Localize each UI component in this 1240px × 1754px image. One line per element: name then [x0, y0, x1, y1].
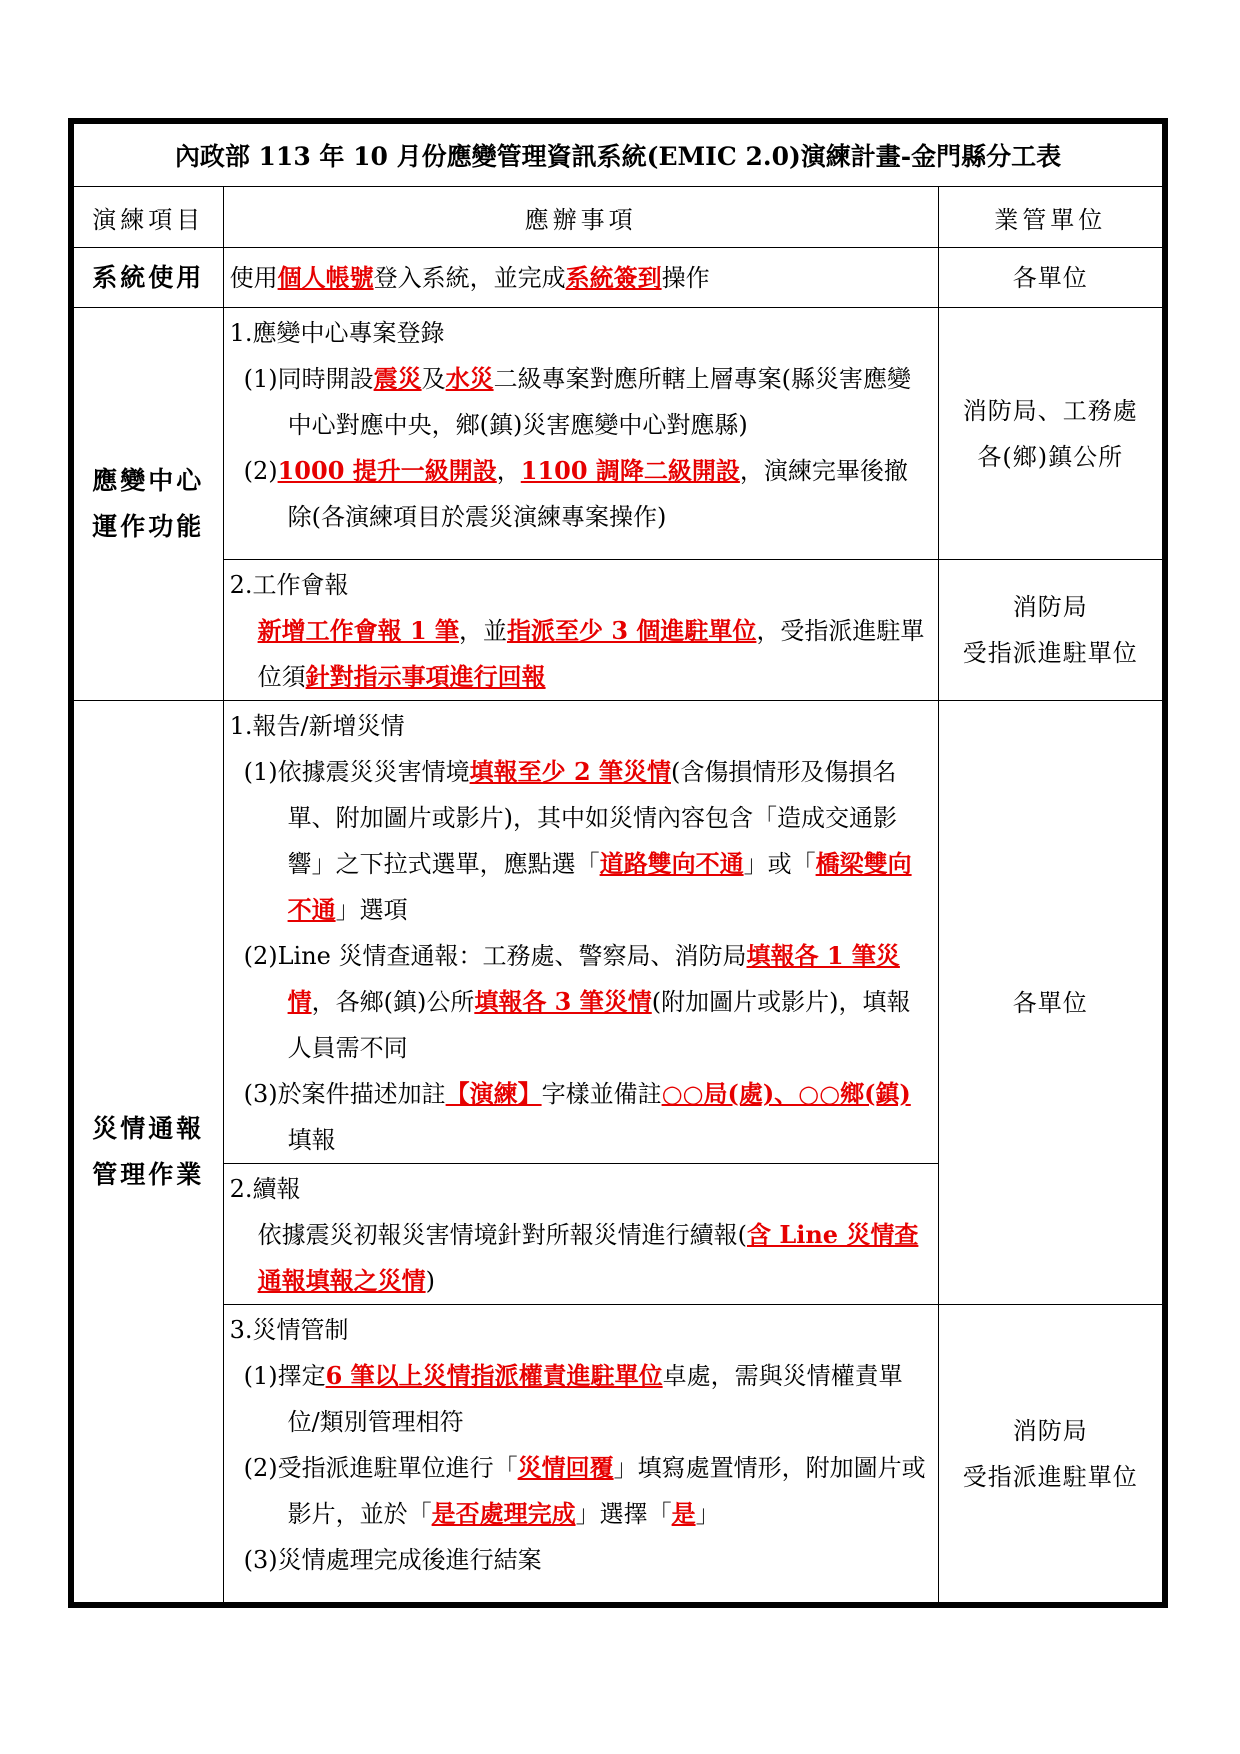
- highlight-text: 含 Line 災情查通報填報之災情: [257, 1220, 919, 1295]
- highlight-text: 1100 調降二級開設: [520, 456, 740, 485]
- highlight-text: 針對指示事項進行回報: [305, 662, 546, 691]
- body-text: ，各鄉(鎮)公所: [311, 988, 475, 1016]
- highlight-text: 個人帳號: [277, 262, 374, 292]
- task-item: [230, 608, 932, 700]
- section-disaster-line1: 災情通報: [92, 1113, 205, 1143]
- highlight-text: 災情回覆: [517, 1453, 614, 1482]
- body-text: ，演練完畢後撤除(各演練項目於震災演練專案操作): [287, 457, 908, 531]
- body-text: (2)Line 災情查通報：工務處、警察局、消防局: [243, 942, 747, 970]
- section-eoc-line1: 應變中心: [92, 466, 205, 495]
- unit-line: 消防局: [1012, 593, 1088, 621]
- body-text: 卓處，需與災情權責單位/類別管理相符: [287, 1362, 903, 1436]
- unit-line: 消防局: [1012, 1416, 1088, 1445]
- highlight-text: 道路雙向不通: [599, 849, 744, 878]
- body-text: (2): [243, 457, 278, 485]
- assignment-table-frame: [68, 118, 1168, 1608]
- row-disaster-control: [74, 1305, 1163, 1603]
- row-system-use: [74, 248, 1163, 308]
- body-text: 」: [695, 1500, 720, 1528]
- row-eoc-registration: [74, 308, 1163, 560]
- task-heading: 1.應變中心專案登錄: [229, 319, 445, 347]
- body-text: 」或「: [743, 850, 816, 878]
- body-text: (2)受指派進駐單位進行「: [243, 1454, 518, 1482]
- title-row: [74, 124, 1163, 187]
- body-text: (3)於案件描述加註: [243, 1080, 446, 1108]
- body-text: (3)災情處理完成後進行結案: [243, 1546, 542, 1574]
- task-item: [230, 448, 932, 540]
- task-heading: 2.續報: [229, 1175, 301, 1203]
- task-item: [230, 356, 932, 448]
- body-text: (1)擇定: [243, 1362, 326, 1390]
- unit-line: 消防局、工務處: [962, 396, 1138, 425]
- highlight-text: 6 筆以上災情指派權責進駐單位: [325, 1361, 663, 1390]
- task-work-meeting: [223, 560, 938, 701]
- header-row: [74, 187, 1163, 248]
- section-eoc-line2: 運作功能: [92, 512, 205, 541]
- body-text: 填報: [287, 1126, 336, 1154]
- task-system-use-text: [230, 264, 710, 292]
- task-item: [230, 1537, 932, 1583]
- task-heading: 3.災情管制: [229, 1316, 349, 1344]
- highlight-text: 震災: [373, 364, 422, 393]
- body-text: ，並: [459, 617, 508, 645]
- highlight-text: 水災: [445, 364, 494, 393]
- unit-eoc-registration: [938, 308, 1162, 560]
- highlight-text: 填報各 1 筆災情: [287, 941, 900, 1016]
- unit-disaster-control: [938, 1305, 1162, 1603]
- unit-line: 受指派進駐單位: [962, 639, 1138, 667]
- unit-work-meeting: [938, 560, 1162, 701]
- task-report-disaster: [223, 701, 938, 1164]
- highlight-text: 新增工作會報 1 筆: [257, 616, 460, 645]
- body-text: ，受指派進駐單位須: [257, 617, 925, 691]
- section-disaster-report: [74, 701, 224, 1603]
- table-title: 內政部 113 年 10 月份應變管理資訊系統(EMIC 2.0)演練計畫-金門縣分工表: [74, 124, 1163, 187]
- body-text: 依據震災初報災害情境針對所報災情進行續報(: [257, 1221, 747, 1249]
- body-text: 」選擇「: [575, 1500, 672, 1528]
- body-text: 」填寫處置情形，附加圖片或影片，並於「: [287, 1454, 926, 1528]
- unit-system-use: 各單位: [938, 248, 1162, 308]
- unit-line: 受指派進駐單位: [962, 1462, 1138, 1491]
- body-text: (附加圖片或影片)，填報人員需不同: [287, 988, 911, 1062]
- highlight-text: 指派至少 3 個進駐單位: [507, 616, 757, 645]
- highlight-text: ○○局(處)、○○鄉(鎮): [661, 1079, 911, 1108]
- highlight-text: 系統簽到: [565, 262, 662, 292]
- highlight-text: 橋梁雙向不通: [287, 849, 912, 924]
- unit-line: 各(鄉)鎮公所: [977, 442, 1124, 471]
- body-text: (含傷損情形及傷損名單、附加圖片或影片)，其中如災情內容包含「造成交通影響」之下拉式選單，應點選「: [287, 758, 897, 878]
- task-follow-up: [223, 1164, 938, 1305]
- task-heading: 2.工作會報: [229, 571, 349, 599]
- body-text: (1)依據震災災害情境: [243, 758, 470, 786]
- highlight-text: 填報至少 2 筆災情: [469, 757, 672, 786]
- header-item: 演練項目: [74, 187, 224, 248]
- task-item: [230, 1353, 932, 1445]
- body-text: ): [425, 1267, 435, 1295]
- task-item: [230, 933, 932, 1071]
- header-unit: 業管單位: [938, 187, 1162, 248]
- assignment-table: [73, 123, 1163, 1603]
- body-text: 操作: [661, 263, 710, 292]
- header-task: 應辦事項: [223, 187, 938, 248]
- task-item: [230, 1445, 932, 1537]
- task-item: [230, 749, 932, 933]
- body-text: 字樣並備註: [541, 1080, 662, 1108]
- task-eoc-registration: [223, 308, 938, 560]
- body-text: 使用: [229, 263, 278, 292]
- highlight-text: 是否處理完成: [431, 1499, 576, 1528]
- section-system-use: 系統使用: [74, 248, 224, 308]
- body-text: 二級專案對應所轄上層專案(縣災害應變中心對應中央，鄉(鎮)災害應變中心對應縣): [287, 365, 911, 439]
- task-disaster-control: [223, 1305, 938, 1603]
- task-system-use: [223, 248, 938, 308]
- body-text: (1)同時開設: [243, 365, 374, 393]
- row-report-disaster: [74, 701, 1163, 1164]
- body-text: 」選項: [335, 896, 408, 924]
- unit-disaster-report: 各單位: [938, 701, 1162, 1305]
- body-text: 及: [421, 365, 446, 393]
- body-text: ，: [496, 457, 521, 485]
- body-text: 登入系統，並完成: [373, 263, 566, 292]
- row-work-meeting: [74, 560, 1163, 701]
- section-eoc-operation: [74, 308, 224, 701]
- highlight-text: 【演練】: [445, 1079, 542, 1108]
- highlight-text: 1000 提升一級開設: [277, 456, 497, 485]
- highlight-text: 填報各 3 筆災情: [474, 987, 652, 1016]
- section-disaster-line2: 管理作業: [92, 1159, 205, 1189]
- task-item: [230, 1071, 932, 1163]
- highlight-text: 是: [671, 1499, 696, 1528]
- task-item: [230, 1212, 932, 1304]
- task-heading: 1.報告/新增災情: [229, 712, 405, 740]
